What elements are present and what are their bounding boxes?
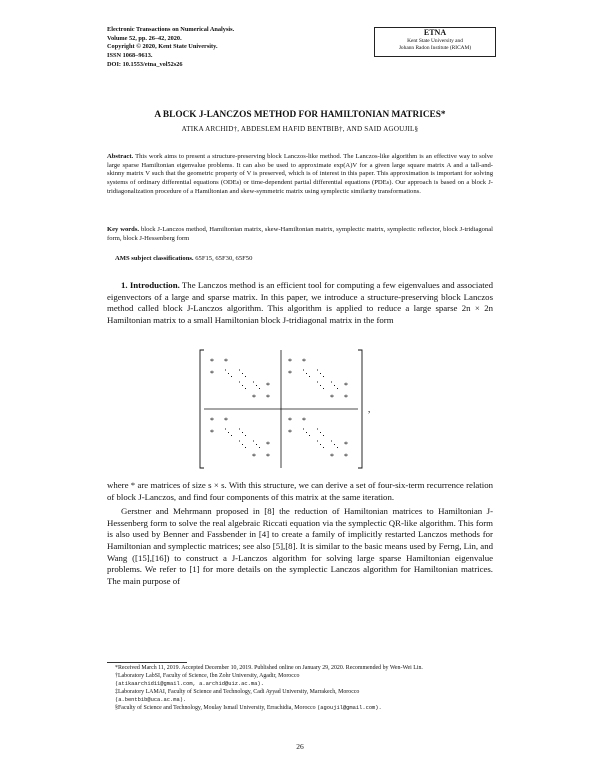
matrix-star-entry: * bbox=[266, 452, 270, 461]
footnote-affil-3-email[interactable]: (agoujil@gmail.com). bbox=[317, 704, 382, 711]
paper-authors: ATIKA ARCHID†, ABDESLEM HAFID BENTBIB†, AND SAID AGOUJIL§ bbox=[181, 125, 419, 133]
matrix-star-entry: * bbox=[344, 452, 348, 461]
matrix-ddots-entry: ⋱ bbox=[252, 439, 261, 449]
matrix-star-entry: * bbox=[330, 393, 334, 402]
matrix-ddots-entry: ⋱ bbox=[316, 439, 325, 449]
matrix-ddots-entry: ⋱ bbox=[238, 368, 247, 378]
matrix-ddots-entry: ⋱ bbox=[330, 439, 339, 449]
etna-line2: Johann Radon Institute (RICAM) bbox=[398, 44, 472, 51]
matrix-star-entry: * bbox=[266, 440, 270, 449]
matrix-star-entry: * bbox=[252, 452, 256, 461]
block-matrix-figure bbox=[196, 348, 386, 472]
matrix-ddots-entry: ⋱ bbox=[316, 380, 325, 390]
abstract-text: This work aims to present a structure-preserving block Lanczos-like method. The Lanczos-like algorithm is an effective way to solve large sparse Hamiltonian eigenvalue problems. It can also be used to approximate exp(A)V for a given large square matrix A and a tall-and-skinny matrix V such that the geometric property of V is preserved, which is of interest in this paper. This approximation is important for solving systems of ordinary differential equations (ODEs) or time-dependent partial differential equations (PDEs). Our approach is based on a block J-tridiagonalization procedure of a Hamiltonian and skew-symmetric matrix using symplectic similarity transformations. bbox=[107, 153, 493, 195]
footnote-affil-2-email[interactable]: (a.bentbib@uca.ac.ma). bbox=[115, 696, 187, 703]
footnote-rule bbox=[107, 662, 187, 663]
footnote-affil-3-text: §Faculty of Science and Technology, Moulay Ismail University, Errachidia, Morocco bbox=[115, 704, 316, 711]
matrix-star-entry: * bbox=[210, 416, 214, 425]
matrix-left-bracket bbox=[200, 350, 204, 468]
matrix-ddots-entry: ⋱ bbox=[316, 368, 325, 378]
matrix-star-entry: * bbox=[266, 381, 270, 390]
matrix-ddots-entry: ⋱ bbox=[330, 380, 339, 390]
matrix-star-entry: * bbox=[288, 416, 292, 425]
matrix-ddots-entry: ⋱ bbox=[252, 380, 261, 390]
matrix-star-entry: * bbox=[224, 357, 228, 366]
matrix-ddots-entry: ⋱ bbox=[238, 427, 247, 437]
etna-line1: Kent State University and bbox=[407, 38, 463, 44]
footnote-affil-1 bbox=[107, 673, 493, 681]
matrix-star-entry: * bbox=[288, 428, 292, 437]
intro-paragraph-1 bbox=[107, 280, 493, 326]
matrix-star-entry: * bbox=[288, 369, 292, 378]
ams-label: AMS subject classifications. bbox=[115, 255, 194, 262]
keywords bbox=[107, 226, 493, 243]
ams-text: 65F15, 65F30, 65F50 bbox=[195, 255, 253, 262]
intro-heading: 1. Introduction. bbox=[121, 280, 180, 290]
footnote-affil-2 bbox=[107, 689, 493, 697]
matrix-star-entry: * bbox=[302, 357, 306, 366]
footnote-received: *Received March 11, 2019. Accepted December 10, 2019. Published online on January 29, 2020. Recommended by Wen-Wei Lin. bbox=[115, 665, 423, 671]
matrix-star-entry: * bbox=[224, 416, 228, 425]
matrix-star-entry: * bbox=[266, 393, 270, 402]
abstract-label: Abstract. bbox=[107, 153, 134, 160]
matrix-star-entry: * bbox=[210, 428, 214, 437]
matrix-ddots-entry: ⋱ bbox=[238, 439, 247, 449]
matrix-ddots-entry: ⋱ bbox=[316, 427, 325, 437]
journal-copyright: Copyright © 2020, Kent State University. bbox=[107, 43, 218, 51]
keywords-label: Key words. bbox=[107, 226, 140, 233]
matrix-right-bracket bbox=[358, 350, 362, 468]
intro-p1-text: The Lanczos method is an efficient tool for computing a few eigenvalues and associated eigenvectors of a large and sparse matrix. In this paper, we introduce a structure-preserving block Lanczos method called block J-Lanczos algorithm. This algorithm is applied to reduce a large sparse 2n × 2n Hamiltonian matrix to a small Hamiltonian block J-tridiagonal matrix in the form bbox=[107, 280, 494, 325]
matrix-ddots-entry: ⋱ bbox=[302, 427, 311, 437]
intro-paragraphs-continued bbox=[107, 480, 493, 587]
matrix-star-entry: * bbox=[344, 381, 348, 390]
matrix-star-entry: * bbox=[302, 416, 306, 425]
page-number: 26 bbox=[296, 742, 304, 751]
footnote-affil-1-email[interactable]: (atikaarchid11@gmail.com, a.archid@uiz.ac.ma). bbox=[115, 680, 264, 687]
footnote-affil-3 bbox=[107, 705, 493, 713]
footnote-affil-2-text: ‡Laboratory LAMAI, Faculty of Science and Technology, Cadi Ayyad University, Marrakech, Morocco bbox=[115, 688, 360, 695]
keywords-text: block J-Lanczos method, Hamiltonian matrix, skew-Hamiltonian matrix, symplectic matrix, symplectic reflector, block J-tridiagonal form, block J-Hessenberg form bbox=[107, 226, 494, 242]
abstract bbox=[107, 153, 493, 197]
footnotes bbox=[107, 665, 493, 712]
footnote-affil-1-emails bbox=[107, 681, 493, 689]
journal-name: Electronic Transactions on Numerical Analysis. bbox=[107, 26, 235, 33]
journal-doi: DOI: 10.1553/etna_vol52s26 bbox=[107, 60, 183, 68]
matrix-star-entry: * bbox=[210, 357, 214, 366]
etna-title: ETNA bbox=[423, 28, 447, 37]
journal-volume: Volume 52, pp. 26–42, 2020. bbox=[107, 34, 182, 42]
intro-paragraph-3 bbox=[107, 506, 493, 587]
matrix-star-entry: * bbox=[210, 369, 214, 378]
ams-classifications bbox=[115, 255, 252, 262]
matrix-star-entry: * bbox=[252, 393, 256, 402]
footnote-affil-2-emails bbox=[107, 697, 493, 705]
matrix-ddots-entry: ⋱ bbox=[224, 368, 233, 378]
matrix-ddots-entry: ⋱ bbox=[238, 380, 247, 390]
etna-box bbox=[374, 27, 496, 57]
paper-title: A BLOCK J-LANCZOS METHOD FOR HAMILTONIAN MATRICES* bbox=[154, 110, 446, 120]
matrix-star-entry: * bbox=[344, 440, 348, 449]
matrix-ddots-entry: ⋱ bbox=[302, 368, 311, 378]
matrix-star-entry: * bbox=[330, 452, 334, 461]
footnote-affil-1-text: †Laboratory LabSI, Faculty of Science, Ibn Zohr University, Agadir, Morocco bbox=[115, 672, 300, 679]
intro-p3-text: Gerstner and Mehrmann proposed in [8] the reduction of Hamiltonian matrices to Hamiltonian J-Hessenberg form to solve the real algebraic Riccati equation via the symplectic QR-like algorithm. This form is also used by Benner and Fassbender in [4] to create a family of implicitly restarted Lanczos methods for Hamiltonian and symplectic matrices; see also [5],[8]. It is similar to the basic means used by Ferng, Lin, and Wang ([15],[16]) to construct a J-Lanczos algorithm for solving large sparse Hamiltonian eigenvalue problems. We refer to [1] for more details on the symplectic Lanczos algorithm for Hamiltonian matrices. The main purpose of bbox=[107, 506, 493, 586]
matrix-comma: , bbox=[368, 404, 371, 414]
matrix-star-entry: * bbox=[344, 393, 348, 402]
journal-header bbox=[107, 26, 234, 70]
intro-paragraph-2: where * are matrices of size s × s. With this structure, we can derive a set of four-six-term recurrence relation of block J-Lanczos, and find four components of this matrix at the same iteration. bbox=[107, 480, 493, 502]
journal-issn: ISSN 1068–9613. bbox=[107, 52, 153, 60]
matrix-star-entry: * bbox=[288, 357, 292, 366]
matrix-ddots-entry: ⋱ bbox=[224, 427, 233, 437]
